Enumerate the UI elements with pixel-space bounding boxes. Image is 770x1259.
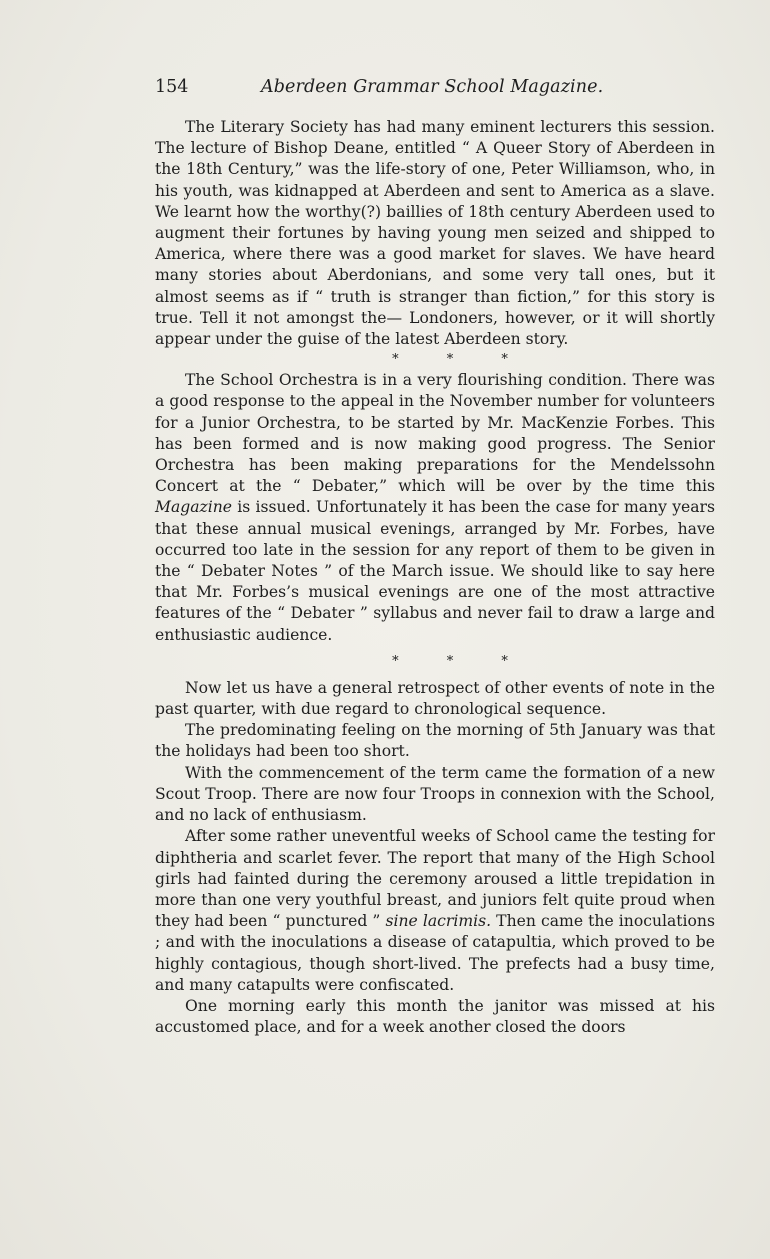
paragraph-diphtheria <box>155 826 715 996</box>
paragraph-text: After some rather uneventful weeks of School came the testing for diphtheria and scarlet fever. The report that many of the High School girls had fainted during the ceremony aroused a little trepidation in more than one very youthful breast, and juniors felt quite proud when they had been “ punctured ” <box>155 827 715 931</box>
italic-title: Magazine <box>155 498 233 517</box>
paragraph-text: Then came the inoculations ; and with the inoculations a disease of catapultia, which proved to be highly contagious, though short-lived. The prefects had a busy time, and many catapults were confiscated. <box>155 912 715 994</box>
paragraph-scout-troop: With the commencement of the term came the formation of a new Scout Troop. There are now four Troops in connexion with the School, and no lack of enthusiasm. <box>155 763 715 825</box>
paragraph-text: is issued. Unfortunately it has been the case for many years that these annual musical evenings, arranged by Mr. Forbes, have occurred too late in the session for any report of them to be given in the “ Debater Notes ” of the March issue. We should like to say here that Mr. Forbes’s musical evenings are one of the most attractive features of the “ Debater ” syllabus and never fail to draw a large and enthusiastic audience. <box>155 498 715 644</box>
paragraph-text: The School Orchestra is in a very flourishing condition. There was a good response to the appeal in the November number for volunteers for a Junior Orchestra, to be started by Mr. MacKenzie Forbes. This has been formed and is now making good progress. The Senior Orchestra has been making preparations for the Mendelssohn Concert at the “ Debater,” which will be over by the time this <box>155 371 715 496</box>
italic-phrase: sine lacrimis. <box>385 912 492 931</box>
paragraph-january: The predominating feeling on the morning of 5th January was that the holidays had been too short. <box>155 721 715 761</box>
section-separator: * * * <box>392 653 530 669</box>
page-header <box>155 76 715 102</box>
running-title: Aberdeen Grammar School Magazine. <box>261 77 604 97</box>
section-separator: * * * <box>392 352 530 368</box>
article-body <box>155 117 715 1038</box>
paragraph-literary-society: The Literary Society has had many eminent lecturers this session. The lecture of Bishop Deane, entitled “ A Queer Story of Aberdeen in the 18th Century,” was the life-story of one, Peter Williamson, who, in his youth, was kidnapped at Aberdeen and sent to America as a slave. We learnt how the worthy(?) baillies of 18th century Aberdeen used to augment their fortunes by having young men seized and shipped to America, where there was a good market for slaves. We have heard many stories about Aberdonians, and some very tall ones, but it almost seems as if “ truth is stranger than fiction,” for this story is true. Tell it not amongst the— Londoners, however, or it will shortly appear under the guise of the latest Aberdeen story. <box>155 118 715 349</box>
paragraph-retrospect: Now let us have a general retrospect of other events of note in the past quarter, with due regard to chronological sequence. <box>155 678 715 719</box>
paragraph-school-orchestra <box>155 370 715 646</box>
page-number: 154 <box>155 77 189 97</box>
paragraph-janitor: One morning early this month the janitor was missed at his accustomed place, and for a week another closed the doors <box>155 996 715 1037</box>
